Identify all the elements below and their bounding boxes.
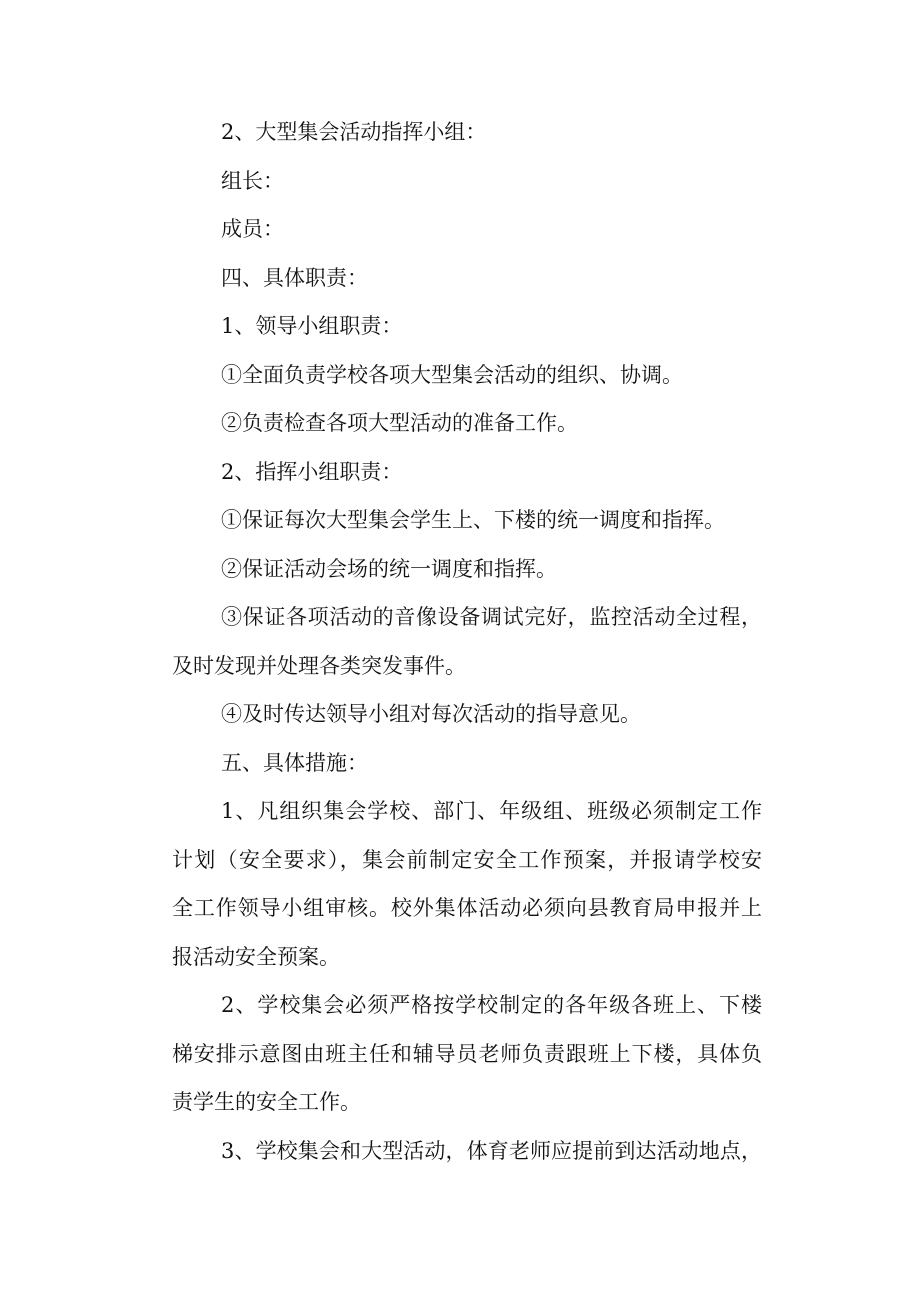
text-line: 1、领导小组职责： xyxy=(221,314,403,338)
text-line: ①全面负责学校各项大型集会活动的组织、协调。 xyxy=(221,362,683,387)
text-line: 报活动安全预案。 xyxy=(172,944,340,969)
text-line: 及时发现并处理各类突发事件。 xyxy=(172,653,466,678)
text-line: 2、大型集会活动指挥小组： xyxy=(221,120,487,144)
text-line: 计划（安全要求），集会前制定安全工作预案，并报请学校安 xyxy=(172,847,762,872)
text-line: 2、指挥小组职责： xyxy=(221,459,403,484)
text-line: 3、学校集会和大型活动，体育老师应提前到达活动地点， xyxy=(221,1138,762,1163)
text-line: ③保证各项活动的音像设备调试完好，监控活动全过程， xyxy=(221,605,762,629)
text-line: 责学生的安全工作。 xyxy=(172,1090,361,1114)
text-line: 成员： xyxy=(221,217,284,241)
text-line: 四、具体职责： xyxy=(221,265,368,290)
text-line: ②负责检查各项大型活动的准备工作。 xyxy=(221,411,578,435)
text-line: 梯安排示意图由班主任和辅导员老师负责跟班上下楼，具体负 xyxy=(172,1041,762,1066)
text-line: 全工作领导小组审核。校外集体活动必须向县教育局申报并上 xyxy=(172,896,762,920)
text-line: 2、学校集会必须严格按学校制定的各年级各班上、下楼 xyxy=(221,993,762,1017)
text-line: 组长： xyxy=(221,168,284,193)
text-line: ①保证每次大型集会学生上、下楼的统一调度和指挥。 xyxy=(221,508,725,532)
text-line: ④及时传达领导小组对每次活动的指导意见。 xyxy=(221,702,641,726)
text-line: 五、具体措施： xyxy=(221,750,368,775)
text-line: 1、凡组织集会学校、部门、年级组、班级必须制定工作 xyxy=(221,799,762,823)
document-body xyxy=(172,112,762,1179)
text-line: ②保证活动会场的统一调度和指挥。 xyxy=(221,556,557,581)
